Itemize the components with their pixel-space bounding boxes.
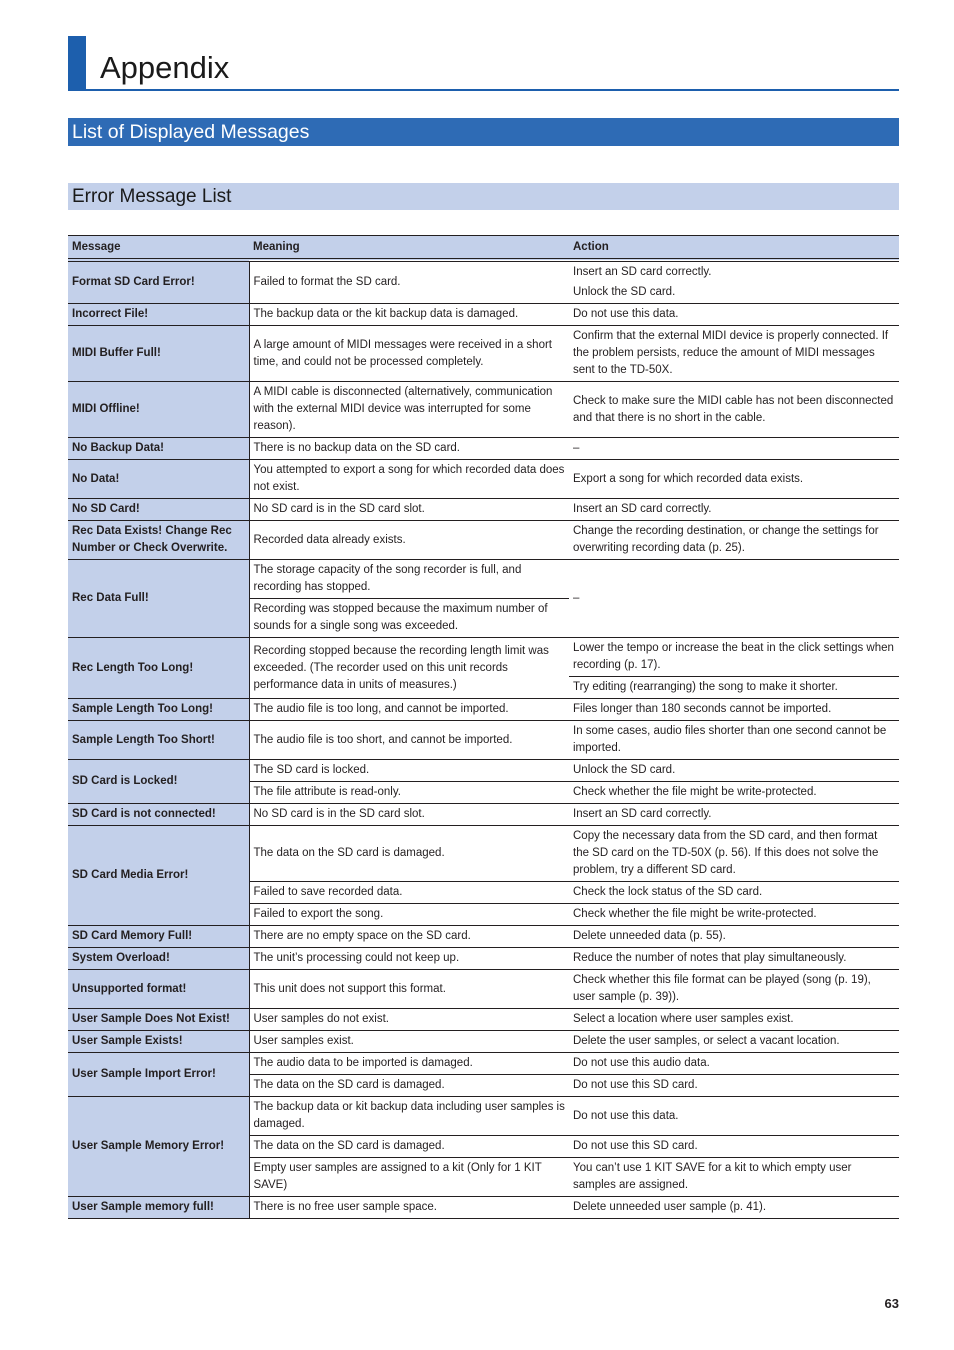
action-cell <box>569 760 899 782</box>
message-cell: SD Card is not connected! <box>68 804 249 826</box>
action-cell <box>569 948 899 970</box>
meaning-cell: The audio file is too long, and cannot be imported. <box>249 699 569 721</box>
message-cell: No Data! <box>68 460 249 499</box>
message-cell: Sample Length Too Short! <box>68 721 249 760</box>
table-row <box>68 260 899 304</box>
action-line: Check to make sure the MIDI cable has not been disconnected and that there is no short in the cable. <box>573 394 894 424</box>
table-row <box>68 760 899 782</box>
message-cell: Sample Length Too Long! <box>68 699 249 721</box>
message-cell: Incorrect File! <box>68 304 249 326</box>
meaning-cell: User samples exist. <box>249 1031 569 1053</box>
meaning-cell: Failed to export the song. <box>249 904 569 926</box>
message-cell: Rec Data Full! <box>68 560 249 638</box>
table-row <box>68 1009 899 1031</box>
action-cell <box>569 260 899 304</box>
action-line: Confirm that the external MIDI device is properly connected. If the problem persists, reduce the amount of MIDI messages sent to the TD-50X. <box>573 330 889 376</box>
table-row <box>68 438 899 460</box>
action-line: Do not use this SD card. <box>573 1079 698 1091</box>
page-title: Appendix <box>100 50 230 85</box>
action-cell <box>569 499 899 521</box>
table-row <box>68 499 899 521</box>
meaning-cell: Failed to save recorded data. <box>249 882 569 904</box>
table-row <box>68 721 899 760</box>
table-row <box>68 804 899 826</box>
table-row <box>68 560 899 599</box>
meaning-cell: There are no empty space on the SD card. <box>249 926 569 948</box>
action-cell <box>569 1136 899 1158</box>
meaning-cell: The SD card is locked. <box>249 760 569 782</box>
meaning-cell: The unit’s processing could not keep up. <box>249 948 569 970</box>
action-line: Unlock the SD card. <box>573 764 676 776</box>
action-cell <box>569 882 899 904</box>
table-row <box>68 948 899 970</box>
action-line: Delete unneeded user sample (p. 41). <box>573 1201 767 1213</box>
action-line: Select a location where user samples exist. <box>573 1013 794 1025</box>
action-cell <box>569 926 899 948</box>
action-line: Delete the user samples, or select a vacant location. <box>573 1035 840 1047</box>
action-line: Do not use this data. <box>573 1109 679 1122</box>
action-line: Do not use this data. <box>573 308 679 320</box>
action-cell <box>569 721 899 760</box>
message-cell: System Overload! <box>68 948 249 970</box>
meaning-cell: Failed to format the SD card. <box>249 260 569 304</box>
action-cell: Try editing (rearranging) the song to make it shorter. <box>569 677 899 699</box>
meaning-cell: The data on the SD card is damaged. <box>249 826 569 882</box>
column-header-message: Message <box>68 236 249 261</box>
meaning-cell: You attempted to export a song for which recorded data does not exist. <box>249 460 569 499</box>
action-cell <box>569 699 899 721</box>
action-line: Insert an SD card correctly. <box>573 808 712 820</box>
action-line: Reduce the number of notes that play simultaneously. <box>573 952 847 964</box>
message-cell: Format SD Card Error! <box>68 260 249 304</box>
action-cell <box>569 1031 899 1053</box>
message-cell: SD Card is Locked! <box>68 760 249 804</box>
table-row <box>68 970 899 1009</box>
table-row <box>68 1097 899 1136</box>
meaning-cell: The audio file is too short, and cannot be imported. <box>249 721 569 760</box>
meaning-cell: The backup data or the kit backup data is damaged. <box>249 304 569 326</box>
action-cell <box>569 304 899 326</box>
action-cell <box>569 1197 899 1219</box>
action-line: Check whether this file format can be played (song (p. 19), user sample (p. 39)). <box>573 974 871 1003</box>
table-row <box>68 326 899 382</box>
table-row <box>68 1053 899 1075</box>
action-line: Copy the necessary data from the SD card, and then format the SD card on the TD-50X (p. 56). If this does not solve the problem, try a different SD card. <box>573 830 879 876</box>
action-line: Unlock the SD card. <box>573 286 676 298</box>
meaning-cell: The file attribute is read-only. <box>249 782 569 804</box>
meaning-cell: No SD card is in the SD card slot. <box>249 499 569 521</box>
column-header-action: Action <box>569 236 899 261</box>
meaning-cell: User samples do not exist. <box>249 1009 569 1031</box>
table-row <box>68 1197 899 1219</box>
action-cell: – <box>569 560 899 638</box>
meaning-cell: The data on the SD card is damaged. <box>249 1075 569 1097</box>
action-cell <box>569 460 899 499</box>
action-line: Check whether the file might be write-protected. <box>573 908 817 920</box>
action-cell: Lower the tempo or increase the beat in the click settings when recording (p. 17). <box>569 638 899 677</box>
action-cell <box>569 1158 899 1197</box>
action-line: In some cases, audio files shorter than one second cannot be imported. <box>573 725 887 754</box>
message-cell: Rec Length Too Long! <box>68 638 249 699</box>
action-line: Insert an SD card correctly. <box>573 503 712 515</box>
message-cell: SD Card Media Error! <box>68 826 249 926</box>
action-line: Delete unneeded data (p. 55). <box>573 930 726 942</box>
meaning-cell: The backup data or kit backup data including user samples is damaged. <box>249 1097 569 1136</box>
action-cell <box>569 904 899 926</box>
action-cell <box>569 438 899 460</box>
message-cell: No SD Card! <box>68 499 249 521</box>
meaning-cell: There is no backup data on the SD card. <box>249 438 569 460</box>
action-line: Do not use this SD card. <box>573 1140 698 1152</box>
table-body <box>68 260 899 1219</box>
meaning-cell: There is no free user sample space. <box>249 1197 569 1219</box>
action-cell <box>569 826 899 882</box>
meaning-cell: Recording was stopped because the maximum number of sounds for a single song was exceeded. <box>249 599 569 638</box>
action-line: – <box>573 442 580 454</box>
meaning-cell: A large amount of MIDI messages were received in a short time, and could not be processed completely. <box>249 326 569 382</box>
action-line: Insert an SD card correctly. <box>573 266 712 278</box>
meaning-cell: Recorded data already exists. <box>249 521 569 560</box>
table-row <box>68 521 899 560</box>
table-row <box>68 826 899 882</box>
action-line: Export a song for which recorded data exists. <box>573 472 804 485</box>
meaning-cell: Recording stopped because the recording length limit was exceeded. (The recorder used on this unit records performance data in units of measures.) <box>249 638 569 699</box>
table-row <box>68 304 899 326</box>
table-row <box>68 460 899 499</box>
message-cell: Unsupported format! <box>68 970 249 1009</box>
meaning-cell: This unit does not support this format. <box>249 970 569 1009</box>
table-row <box>68 638 899 677</box>
page-number: 63 <box>884 1296 899 1311</box>
message-cell: MIDI Offline! <box>68 382 249 438</box>
action-cell <box>569 970 899 1009</box>
error-message-table <box>68 235 899 1219</box>
action-line: Files longer than 180 seconds cannot be imported. <box>573 703 832 715</box>
table-row <box>68 382 899 438</box>
column-header-meaning: Meaning <box>249 236 569 261</box>
meaning-cell: No SD card is in the SD card slot. <box>249 804 569 826</box>
section-title: List of Displayed Messages <box>72 121 310 143</box>
table-header-row <box>68 236 899 261</box>
meaning-cell: The audio data to be imported is damaged. <box>249 1053 569 1075</box>
action-cell <box>569 326 899 382</box>
message-cell: No Backup Data! <box>68 438 249 460</box>
table-row <box>68 699 899 721</box>
message-cell: MIDI Buffer Full! <box>68 326 249 382</box>
action-cell <box>569 382 899 438</box>
action-cell <box>569 1009 899 1031</box>
meaning-cell: The data on the SD card is damaged. <box>249 1136 569 1158</box>
table-row <box>68 926 899 948</box>
action-line: Do not use this audio data. <box>573 1057 710 1069</box>
message-cell: User Sample Memory Error! <box>68 1097 249 1197</box>
action-cell <box>569 782 899 804</box>
action-cell <box>569 1053 899 1075</box>
message-cell: User Sample Import Error! <box>68 1053 249 1097</box>
message-cell: SD Card Memory Full! <box>68 926 249 948</box>
message-cell: User Sample Does Not Exist! <box>68 1009 249 1031</box>
action-line: Check whether the file might be write-protected. <box>573 786 817 798</box>
action-line: Check the lock status of the SD card. <box>573 886 763 898</box>
action-cell <box>569 804 899 826</box>
title-accent-bar <box>68 36 86 91</box>
subsection-title: Error Message List <box>72 186 232 207</box>
action-cell <box>569 1075 899 1097</box>
message-cell: User Sample memory full! <box>68 1197 249 1219</box>
action-line: Change the recording destination, or change the settings for overwriting recording data (p. 25). <box>573 525 879 554</box>
message-cell: User Sample Exists! <box>68 1031 249 1053</box>
title-underline <box>68 89 899 91</box>
meaning-cell: A MIDI cable is disconnected (alternatively, communication with the external MIDI device was interrupted for some reason). <box>249 382 569 438</box>
table-row <box>68 1031 899 1053</box>
action-cell <box>569 521 899 560</box>
meaning-cell: Empty user samples are assigned to a kit (Only for 1 KIT SAVE) <box>249 1158 569 1197</box>
meaning-cell: The storage capacity of the song recorder is full, and recording has stopped. <box>249 560 569 599</box>
action-cell <box>569 1097 899 1136</box>
action-line: You can’t use 1 KIT SAVE for a kit to which empty user samples are assigned. <box>573 1162 852 1191</box>
message-cell: Rec Data Exists! Change Rec Number or Check Overwrite. <box>68 521 249 560</box>
